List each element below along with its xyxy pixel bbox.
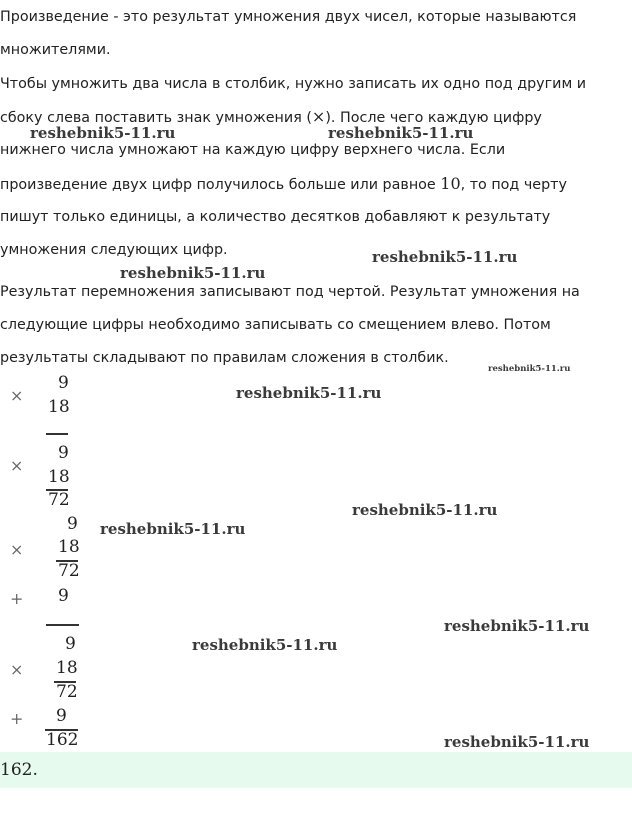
paragraph-line: Чтобы умножить два числа в столбик, нужно записать их одно под другим и [0, 76, 587, 92]
multiply-sign: × [10, 540, 24, 559]
multiplicand: 9 [58, 373, 69, 393]
paragraph-line [0, 167, 612, 202]
multiplier: 18 [56, 658, 78, 678]
watermark: reshebnik5-11.ru [120, 264, 266, 282]
text-fragment: ). После чего каждую цифру [325, 110, 542, 126]
paragraph-line: множителями. [0, 42, 111, 58]
watermark: reshebnik5-11.ru [488, 364, 571, 374]
partial-product: 72 [56, 682, 78, 702]
paragraph-line: результаты складывают по правилам сложения в столбик. [0, 350, 449, 366]
answer-text: 162. [0, 760, 38, 780]
paragraph-line: следующие цифры необходимо записывать со смещением влево. Потом [0, 317, 551, 333]
watermark: reshebnik5-11.ru [30, 124, 176, 142]
text-fragment: , то под черту [460, 177, 567, 193]
multiply-sign: × [10, 456, 24, 475]
text-fragment: сбоку слева поставить знак умножения ( [0, 110, 312, 126]
paragraph-line: умножения следующих цифр. [0, 242, 228, 258]
answer-box [0, 752, 632, 788]
paragraph-line: Произведение - это результат умножения двух чисел, которые называются [0, 9, 577, 25]
math-number: 10 [440, 174, 461, 193]
underline-bar [46, 624, 79, 626]
multiplicand: 9 [65, 634, 76, 654]
watermark: reshebnik5-11.ru [328, 124, 474, 142]
paragraph-line: пишут только единицы, а количество десятков добавляют к результату [0, 209, 551, 225]
plus-sign: + [10, 709, 24, 728]
paragraph-line: Результат перемножения записывают под чертой. Результат умножения на [0, 284, 580, 300]
underline-bar [46, 433, 68, 435]
watermark: reshebnik5-11.ru [444, 733, 590, 751]
partial-product: 72 [58, 561, 80, 581]
multiply-sign: × [10, 386, 24, 405]
paragraph-line: нижнего числа умножают на каждую цифру верхнего числа. Если [0, 142, 506, 158]
watermark: reshebnik5-11.ru [372, 248, 518, 266]
times-symbol: × [311, 107, 326, 126]
multiplier: 18 [48, 467, 70, 487]
watermark: reshebnik5-11.ru [444, 617, 590, 635]
partial-product: 72 [48, 490, 70, 510]
multiplier: 18 [58, 537, 80, 557]
watermark: reshebnik5-11.ru [352, 501, 498, 519]
final-product: 162 [46, 730, 79, 750]
watermark: reshebnik5-11.ru [236, 384, 382, 402]
shifted-partial: 9 [58, 586, 69, 606]
multiplier: 18 [48, 397, 70, 417]
plus-sign: + [10, 589, 24, 608]
watermark: reshebnik5-11.ru [192, 636, 338, 654]
multiplicand: 9 [67, 514, 78, 534]
multiply-sign: × [10, 660, 24, 679]
watermark: reshebnik5-11.ru [100, 520, 246, 538]
multiplicand: 9 [58, 443, 69, 463]
shifted-partial: 9 [56, 706, 67, 726]
text-fragment: произведение двух цифр получилось больше или равное [0, 177, 441, 193]
